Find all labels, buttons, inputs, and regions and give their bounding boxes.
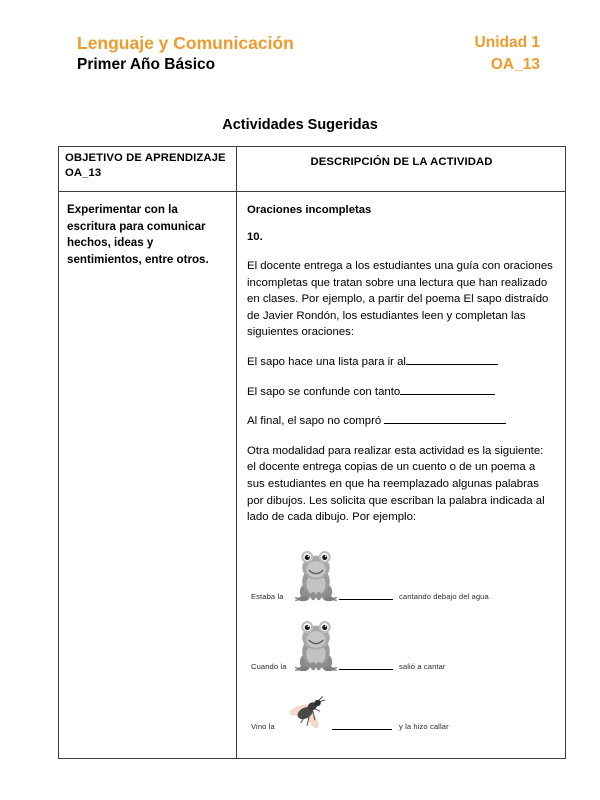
header-right-block	[380, 32, 540, 75]
fill-sentence-1-text: El sapo hace una lista para ir al	[247, 355, 406, 368]
fly-icon	[285, 690, 333, 738]
fill-sentence-3-text: Al final, el sapo no compró	[247, 415, 385, 428]
fill-sentence-2-text: El sapo se confunde con tanto	[247, 385, 401, 398]
picture-sentences	[247, 542, 555, 742]
activities-table	[58, 146, 566, 759]
fill-blank-3	[384, 423, 506, 424]
header-cell-description	[237, 147, 566, 192]
oa-code-label: OA_13	[490, 56, 540, 73]
document-header	[0, 32, 600, 88]
picture-sentence-row	[247, 542, 555, 612]
fill-sentence-3	[247, 413, 555, 430]
objective-header-text: OBJETIVO DE APRENDIZAJE OA_13	[65, 152, 226, 179]
fill-sentence-2	[247, 384, 555, 401]
header-cell-objective	[59, 147, 237, 192]
fill-sentence-1	[247, 354, 555, 371]
picture-sentence-3-lead: Vino la	[251, 721, 275, 731]
fill-blank-1	[406, 364, 498, 365]
objective-text: Experimentar con la escritura para comunicar hechos, ideas y sentimientos, entre otros.	[67, 203, 209, 266]
activity-paragraph-2: Otra modalidad para realizar esta actividad es la siguiente: el docente entrega copias de un cuento o de un poema a sus estudiantes en que ha reemplazado algunas palabras por dibujos. Les solicita que escriban la palabra indicada al lado de cada dibujo. Por ejemplo:	[247, 444, 545, 524]
picture-blank-1	[339, 598, 393, 600]
picture-sentence-1-lead: Estaba la	[251, 591, 284, 601]
picture-sentence-row	[247, 612, 555, 682]
fill-blank-2	[400, 394, 495, 395]
picture-blank-2	[339, 668, 393, 670]
picture-sentence-2-lead: Cuando la	[251, 661, 287, 671]
frog-icon	[293, 548, 339, 606]
subject-title: Lenguaje y Comunicación	[77, 33, 294, 53]
activity-heading: Oraciones incompletas	[247, 204, 372, 216]
description-cell	[237, 192, 566, 759]
picture-sentence-3-tail: y la hizo callar	[399, 721, 449, 731]
table-row	[59, 192, 566, 759]
picture-sentence-2-tail: salió a cantar	[399, 661, 446, 671]
activity-number: 10.	[247, 231, 263, 243]
grade-subtitle: Primer Año Básico	[77, 56, 216, 73]
frog-icon	[293, 618, 339, 676]
table-header-row	[59, 147, 566, 192]
unit-label: Unidad 1	[474, 34, 540, 51]
picture-sentence-1-tail: cantando debajo del agua	[399, 591, 489, 601]
objective-cell	[59, 192, 237, 759]
header-left-block	[77, 32, 407, 75]
picture-blank-3	[332, 728, 392, 730]
picture-sentence-row	[247, 682, 555, 742]
page-title: Actividades Sugeridas	[222, 117, 378, 133]
activity-paragraph-1: El docente entrega a los estudiantes una guía con oraciones incompletas que tratan sobre una lectura que han realizado en clases. Por ejemplo, a partir del poema El sapo distraído de Javier Rondón, los estudiantes leen y completan las siguientes oraciones:	[247, 260, 553, 339]
description-header-text: DESCRIPCIÓN DE LA ACTIVIDAD	[310, 156, 493, 168]
